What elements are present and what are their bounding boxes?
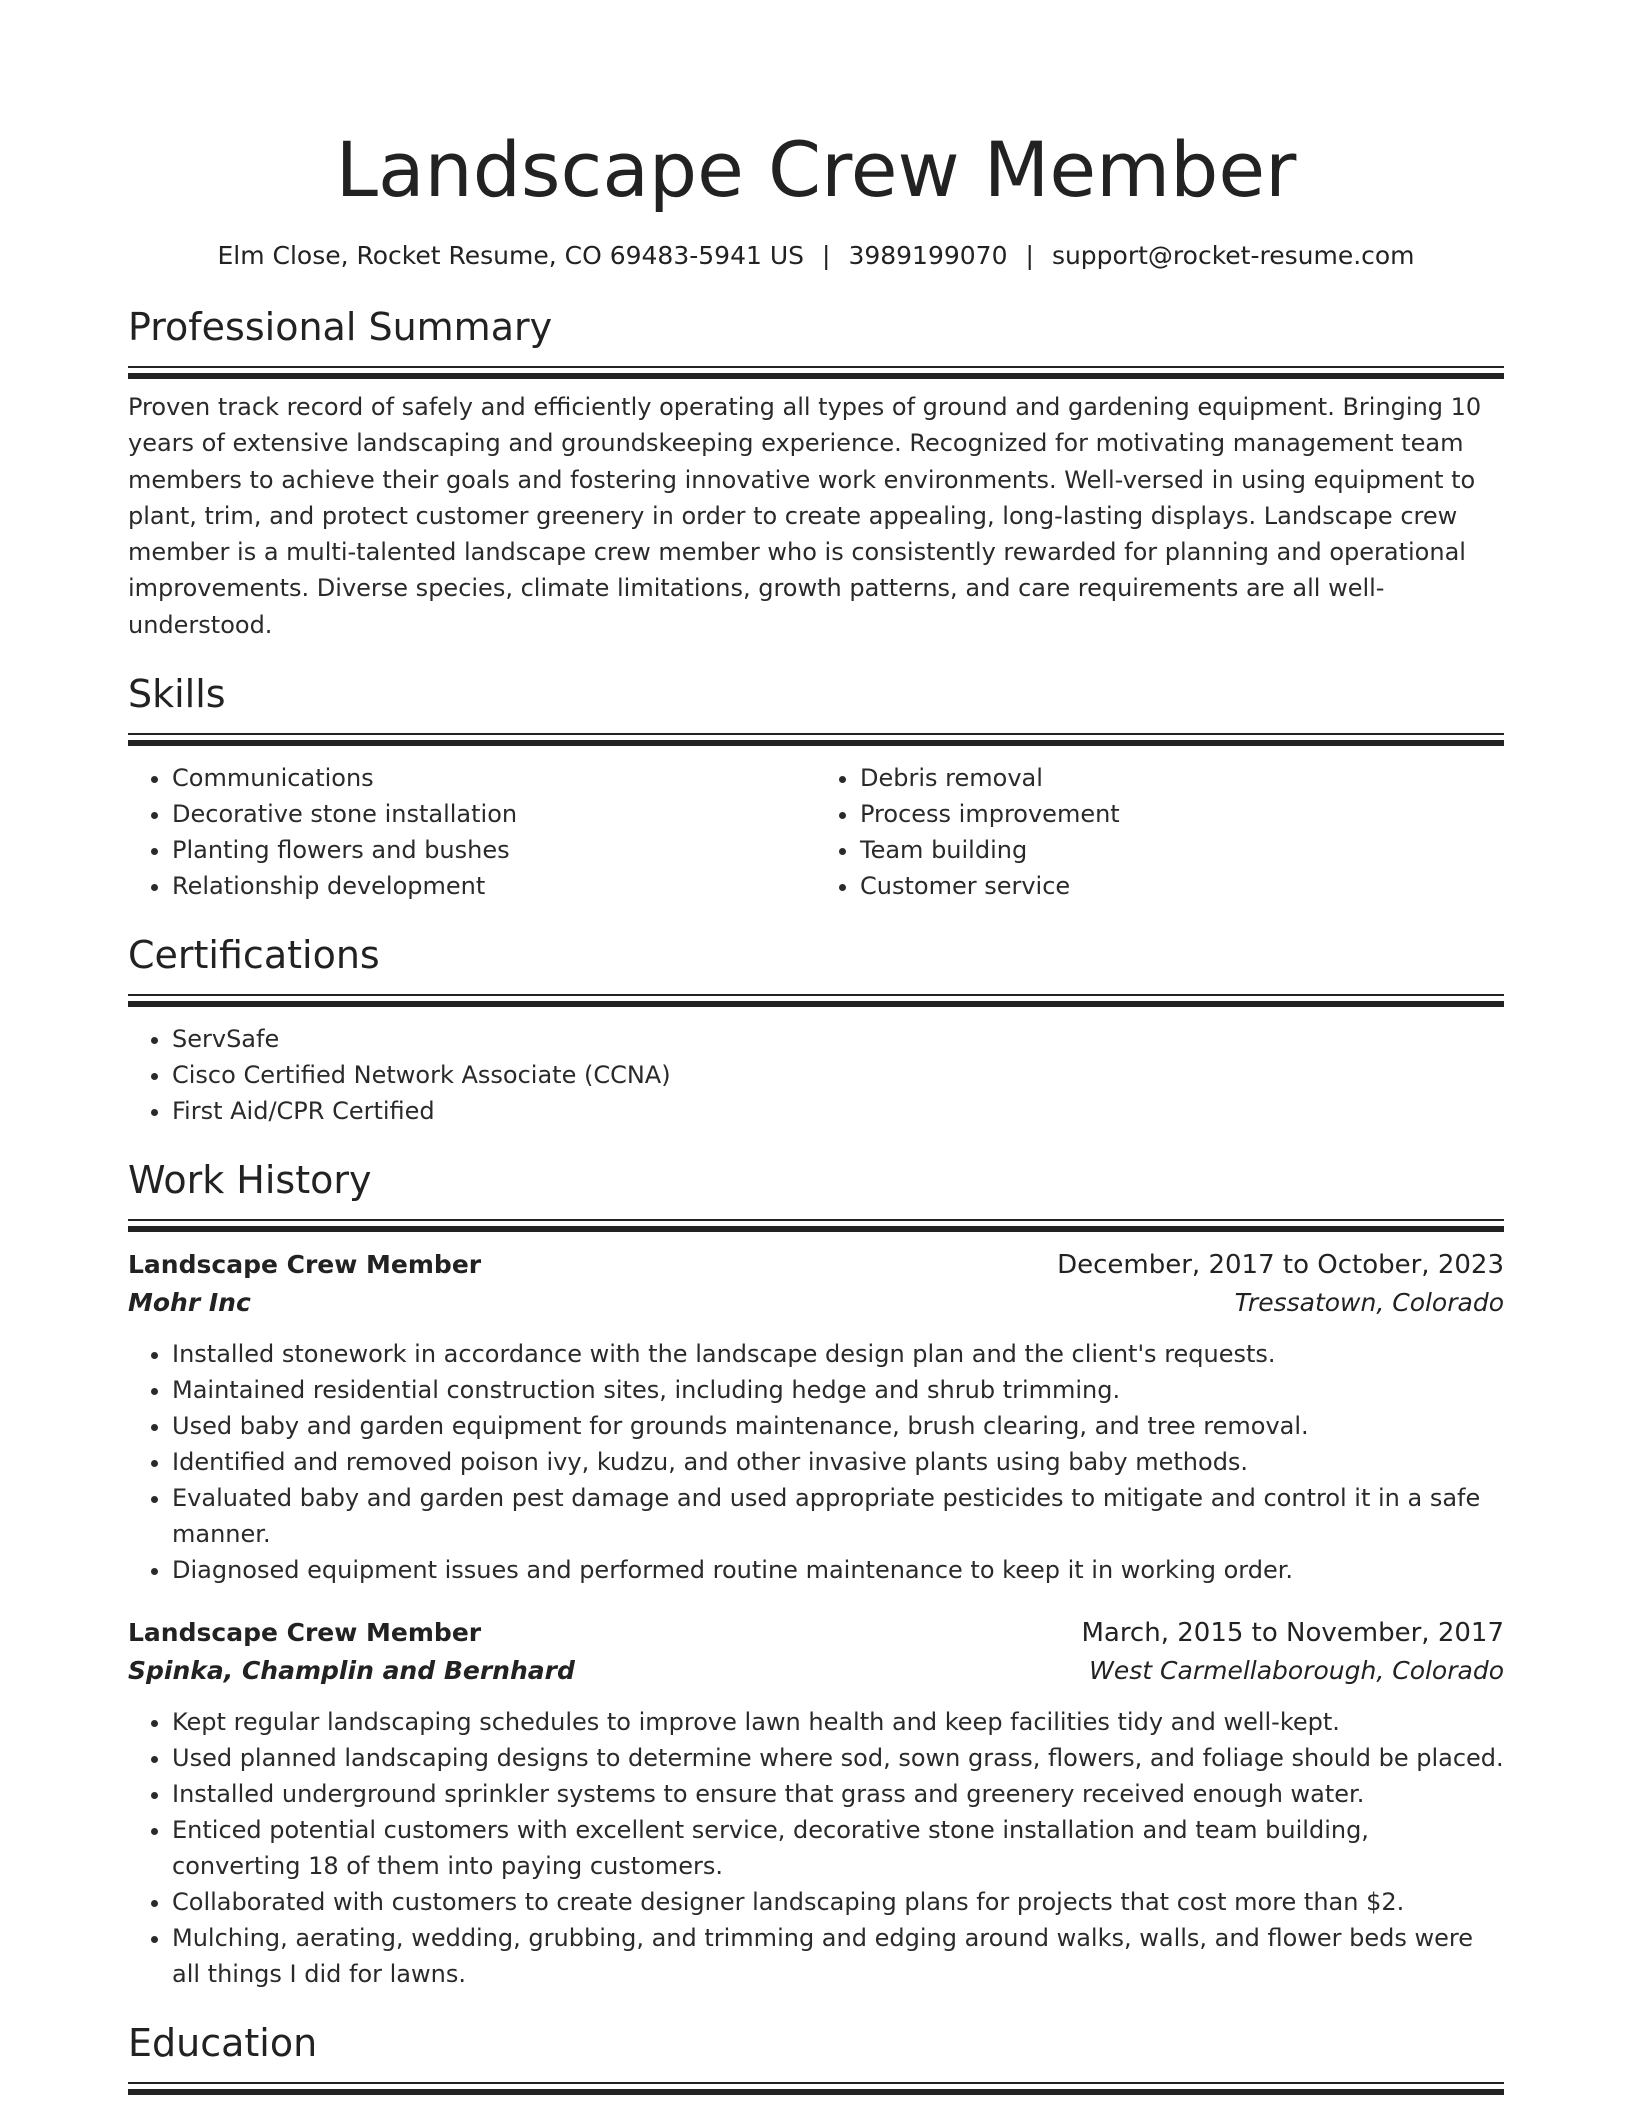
list-item: • Used planned landscaping designs to determine where sod, sown grass, flowers, and foliage should be placed. [172,1740,1504,1776]
education-title: Education [128,2021,318,2066]
skills-section [128,669,1504,904]
section-divider [128,1219,1504,1232]
section-divider [128,994,1504,1007]
job-location: Tressatown, Colorado [1234,1288,1504,1318]
contact-line [128,238,1504,274]
list-item: • Identified and removed poison ivy, kudzu, and other invasive plants using baby methods. [172,1444,1504,1480]
list-item: • Communications [172,760,816,796]
work-title: Work History [128,1158,372,1203]
job-bullets [128,1704,1504,1992]
certifications-list [128,1021,1504,1129]
list-item: • Evaluated baby and garden pest damage and used appropriate pesticides to mitigate and control it in a safe manner. [172,1480,1504,1552]
job-entry [128,1614,1504,1992]
list-item: • Installed underground sprinkler systems to ensure that grass and greenery received enough water. [172,1776,1504,1812]
list-item: • Installed stonework in accordance with the landscape design plan and the client's requests. [172,1336,1504,1372]
list-item: • Maintained residential construction sites, including hedge and shrub trimming. [172,1372,1504,1408]
list-item: • Team building [860,832,1504,868]
list-item: • Collaborated with customers to create designer landscaping plans for projects that cost more than $2. [172,1884,1504,1920]
job-subheader [128,1652,1504,1690]
job-company: Spinka, Champlin and Bernhard [128,1656,575,1686]
resume-page [128,0,1504,2095]
list-item: • Used baby and garden equipment for grounds maintenance, brush clearing, and tree removal. [172,1408,1504,1444]
skills-right-list [816,760,1504,904]
list-item: • Diagnosed equipment issues and performed routine maintenance to keep it in working order. [172,1552,1504,1588]
list-item: • First Aid/CPR Certified [172,1093,1504,1129]
certifications-title: Certifications [128,933,380,978]
education-section [128,2018,1504,2095]
job-company: Mohr Inc [128,1288,251,1318]
skills-columns [128,760,1504,904]
work-section [128,1155,1504,1992]
list-item: • Process improvement [860,796,1504,832]
section-divider [128,366,1504,379]
summary-section [128,302,1504,643]
list-item: • Enticed potential customers with excellent service, decorative stone installation and team building, converting 18 of them into paying customers. [172,1812,1504,1884]
list-item: • Mulching, aerating, wedding, grubbing, and trimming and edging around walks, walls, and flower beds were all things I did for lawns. [172,1920,1504,1992]
job-title: Landscape Crew Member [128,1618,482,1648]
resume-name: Landscape Crew Member [335,125,1297,214]
job-dates: December, 2017 to October, 2023 [1057,1250,1504,1281]
job-bullets [128,1336,1504,1588]
contact-separator: | [822,241,831,270]
job-subheader [128,1284,1504,1322]
summary-text: Proven track record of safely and efficiently operating all types of ground and gardening equipment. Bringing 10 years of extensive landscaping and groundskeeping experience. Recognized for motivating management team members to achieve their goals and fostering innovative work environments. Well-versed in using equipment to plant, trim, and protect customer greenery in order to create appealing, long-lasting displays. Landscape crew member is a multi-talented landscape crew member who is consistently rewarded for planning and operational improvements. Diverse species, climate limitations, growth patterns, and care requirements are all well-understood. [128,393,1482,639]
job-title: Landscape Crew Member [128,1250,482,1280]
skills-right-column [816,760,1504,904]
summary-title: Professional Summary [128,305,553,349]
section-divider [128,733,1504,746]
job-header [128,1246,1504,1284]
list-item: • Planting flowers and bushes [172,832,816,868]
contact-separator: | [1025,241,1034,270]
section-divider [128,2082,1504,2095]
contact-address: Elm Close, Rocket Resume, CO 69483-5941 US [217,241,804,270]
list-item: • Cisco Certified Network Associate (CCNA) [172,1057,1504,1093]
contact-phone: 3989199070 [848,241,1008,270]
list-item: • Customer service [860,868,1504,904]
contact-email: support@rocket-resume.com [1051,241,1415,270]
list-item: • Kept regular landscaping schedules to improve lawn health and keep facilities tidy and well-kept. [172,1704,1504,1740]
job-location: West Carmellaborough, Colorado [1089,1656,1504,1686]
list-item: • Debris removal [860,760,1504,796]
skills-left-list [128,760,816,904]
job-entry [128,1246,1504,1588]
skills-title: Skills [128,672,226,717]
list-item: • Decorative stone installation [172,796,816,832]
certifications-section [128,930,1504,1129]
list-item: • ServSafe [172,1021,1504,1057]
job-header [128,1614,1504,1652]
list-item: • Relationship development [172,868,816,904]
job-dates: March, 2015 to November, 2017 [1081,1618,1504,1649]
skills-left-column [128,760,816,904]
